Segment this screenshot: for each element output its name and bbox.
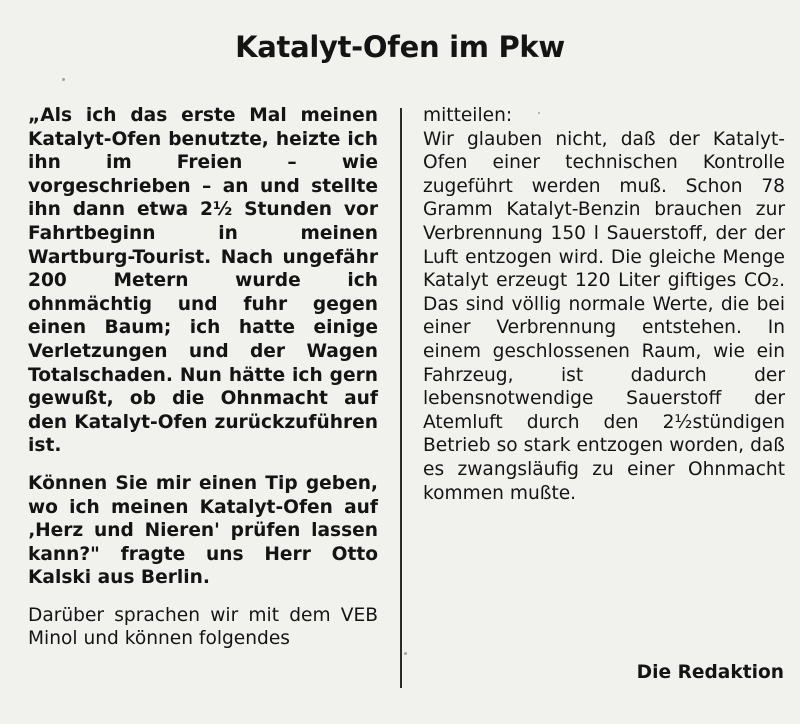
article-title: Katalyt-Ofen im Pkw [235, 30, 565, 64]
reader-letter-paragraph: Können Sie mir einen Tip geben, wo ich meinen Katalyt-Ofen auf ‚Herz und Nieren' prüfen lassen kann?" fragte uns Herr Otto Kalski aus Berlin. [28, 472, 378, 589]
left-column [28, 104, 378, 651]
print-speck [62, 78, 65, 81]
signature: Die Redaktion [636, 662, 784, 683]
answer-intro-paragraph: Darüber sprachen wir mit dem VEB Minol und können folgendes [28, 604, 378, 650]
answer-paragraph: Wir glauben nicht, daß der Katalyt-Ofen einer technischen Kontrolle zugeführt werden muß. Schon 78 Gramm Katalyt-Benzin brauchen zur Verbrennung 150 l Sauerstoff, der der Luft entzogen wird. Die gleiche Menge Katalyt erzeugt 120 Liter giftiges CO₂. Das sind völlig normale Werte, die bei einer Verbrennung entstehen. In einem geschlossenen Raum, wie ein Fahrzeug, ist dadurch der lebensnotwendige Sauerstoff der Atemluft durch den 2½stündigen Betrieb so stark entzogen worden, daß es zwangsläufig zu einer Ohnmacht kommen mußte. [423, 128, 785, 504]
column-divider [400, 108, 402, 688]
answer-lead-paragraph: mitteilen: [423, 105, 513, 126]
print-speck [538, 112, 540, 114]
reader-letter-paragraph: „Als ich das erste Mal meinen Katalyt-Ofen benutzte, heizte ich ihn im Freien – wie vorgeschrieben – an und stellte ihn dann etwa 2½ Stunden vor Fahrtbeginn in meinen Wartburg-Tourist. Nach ungefähr 200 Metern wurde ich ohnmächtig und fuhr gegen einen Baum; ich hatte einige Verletzungen und der Wagen Totalschaden. Nun hätte ich gern gewußt, ob die Ohnmacht auf den Katalyt-Ofen zurückzuführen ist. [28, 105, 378, 457]
print-speck [404, 652, 407, 655]
right-column [423, 104, 785, 505]
